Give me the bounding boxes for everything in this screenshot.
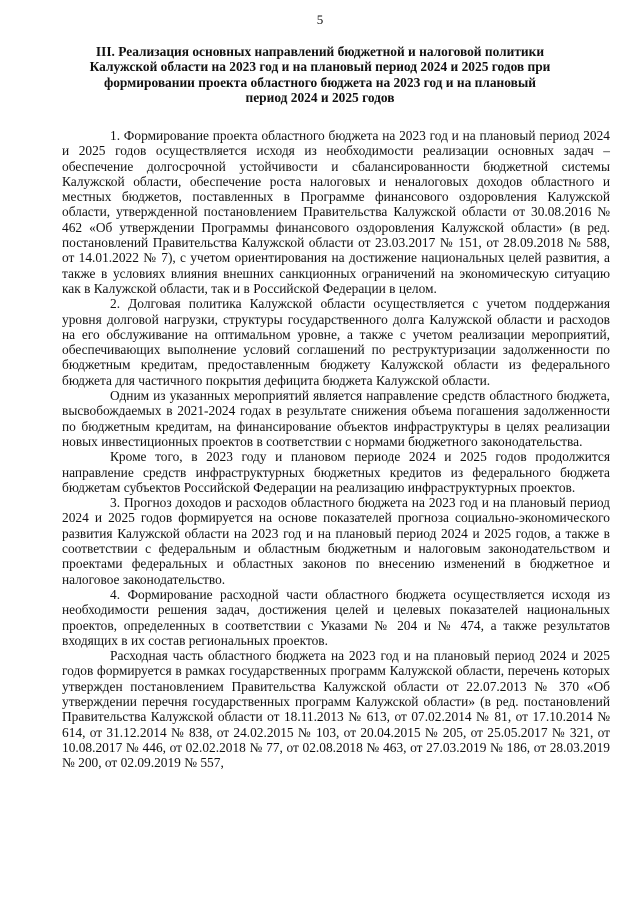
- paragraph-4: Кроме того, в 2023 году и плановом периоде 2024 и 2025 годов продолжится направление средств инфраструктурных бюджетных кредитов из федерального бюджета бюджетам субъектов Российской Федерации на реализацию инфраструктурных проектов.: [62, 449, 610, 495]
- paragraph-2: 2. Долговая политика Калужской области осуществляется с учетом поддержания уровня долговой нагрузки, структуры государственного долга Калужской области и расходов на его обслуживание на оптимальном уровне, а также с учетом реализации мероприятий, обеспечивающих выполнение условий соглашений по реструктуризации задолженности по бюджетным кредитам, предоставленным бюджету Калужской области из федерального бюджета для частичного покрытия дефицита бюджета Калужской области.: [62, 296, 610, 388]
- paragraph-5: 3. Прогноз доходов и расходов областного бюджета на 2023 год и на плановый период 2024 и 2025 годов формируется на основе показателей прогноза социально-экономического развития Калужской области на 2023 год и на плановый период 2024 и 2025 годов, а также в соответствии с федеральным и областным бюджетным и налоговым законодательством и проектами федеральных и областных законов по внесению изменений в бюджетное и налоговое законодательство.: [62, 495, 610, 587]
- document-body: [62, 128, 610, 770]
- page-number: 5: [316, 12, 324, 27]
- paragraph-6: 4. Формирование расходной части областного бюджета осуществляется исходя из необходимости решения задач, достижения целей и целевых показателей национальных проектов, определенных в соответствии с Указами № 204 и № 474, а также результатов входящих в их состав региональных проектов.: [62, 586, 610, 648]
- section-heading: III. Реализация основных направлений бюджетной и налоговой политики Калужской области на 2023 год и на плановый период 2024 и 2025 годов при формировании проекта областного бюджета на 2023 год и на плановый период 2024 и 2025 годов: [89, 44, 551, 106]
- paragraph-1: 1. Формирование проекта областного бюджета на 2023 год и на плановый период 2024 и 2025 годов осуществляется исходя из необходимости реализации основных задач – обеспечение долгосрочной устойчивости и сбалансированности бюджетной системы Калужской области, обеспечение роста налоговых и неналоговых доходов областного и местных бюджетов, поставленных в Программе финансового оздоровления Калужской области, утвержденной постановлением Правительства Калужской области от 30.08.2016 № 462 «Об утверждении Программы финансового оздоровления Калужской области» (в ред. постановлений Правительства Калужской области от 23.03.2017 № 151, от 28.09.2018 № 588, от 14.01.2022 № 7), с учетом ориентирования на достижение национальных целей развития, а также в условиях влияния внешних санкционных ограничений на экономическую ситуацию как в Калужской области, так и в Российской Федерации в целом.: [62, 128, 610, 296]
- paragraph-7: Расходная часть областного бюджета на 2023 год и на плановый период 2024 и 2025 годов формируется в рамках государственных программ Калужской области, перечень которых утвержден постановлением Правительства Калужской области от 22.07.2013 № 370 «Об утверждении перечня государственных программ Калужской области» (в ред. постановлений Правительства Калужской области от 18.11.2013 № 613, от 07.02.2014 № 81, от 17.10.2014 № 614, от 31.12.2014 № 838, от 24.02.2015 № 103, от 20.04.2015 № 205, от 25.05.2017 № 321, от 10.08.2017 № 446, от 02.02.2018 № 77, от 02.08.2018 № 463, от 27.03.2019 № 186, от 28.03.2019 № 200, от 02.09.2019 № 557,: [62, 648, 610, 771]
- paragraph-3: Одним из указанных мероприятий является направление средств областного бюджета, высвобождаемых в 2021-2024 годах в результате снижения объема погашения задолженности по бюджетным кредитам, на финансирование объектов инфраструктуры в целях реализации новых инвестиционных проектов в соответствии с нормами бюджетного законодательства.: [62, 388, 610, 449]
